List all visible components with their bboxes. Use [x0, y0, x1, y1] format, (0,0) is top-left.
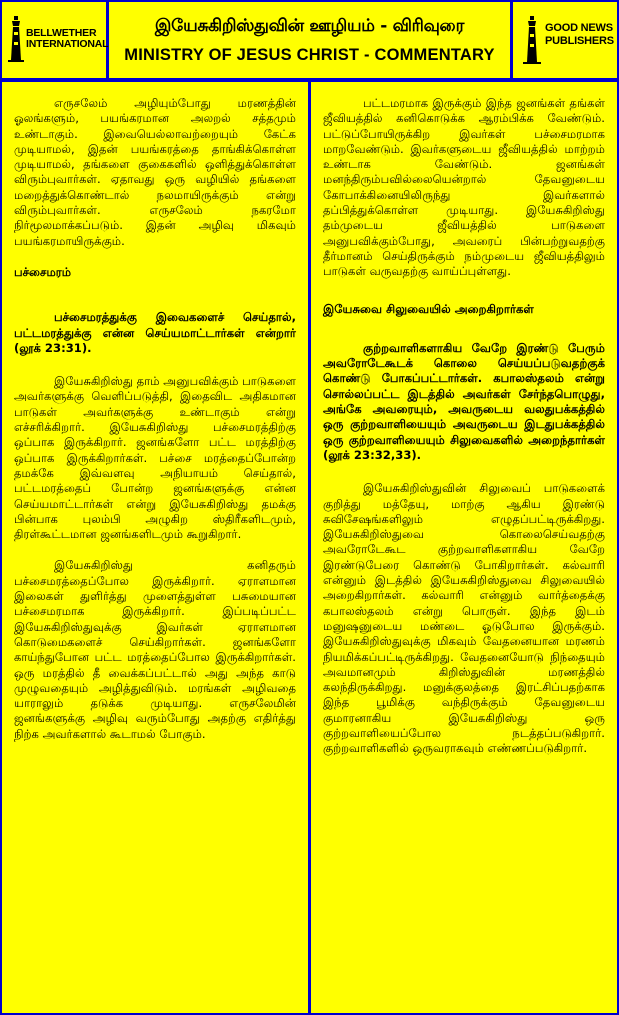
paragraph: பட்டமரமாக இருக்கும் இந்த ஜனங்கள் தங்கள் ஜீவியத்தில் கனிகொடுக்க ஆரம்பிக்க வேண்டும். பட்டுப்போயிருக்கிற இவர்கள் பச்சைமரமாக மாறவேண்டும். இவர்களுடைய ஜீவியத்தில் மாற்றம் உண்டாக வேண்டும். ஜனங்கள் மனந்திரும்பவில்லையென்றால் தேவனுடைய கோபாக்கினையிலிருந்து இவர்களால் தப்பித்துக்கொள்ள முடியாது. இயேசுகிறிஸ்து தம்முடைய ஜீவியத்தில் பாடுகளை அனுபவிக்கும்போது, அவரைப் பின்பற்றுவதற்கு தீர்மானம் செய்திருக்கும் நம்முடைய ஜீவியத்திலும் பாடுகள் வருவதற்கு வாய்ப்புள்ளது. — [323, 96, 605, 279]
lighthouse-icon — [8, 16, 24, 62]
bellwether-logo — [2, 2, 109, 78]
paragraph: இயேசுகிறிஸ்துவின் சிலுவைப் பாடுகளைக் குறித்து மத்தேயு, மாற்கு ஆகிய இரண்டு சுவிசேஷங்களிலும் எழுதப்பட்டிருக்கிறது. இயேசுகிறிஸ்துவை கொலைசெய்வதற்கு அவரோடேகூட குற்றவாளிகளாகிய வேறே இரண்டுபேரை கொண்டு போகிறார்கள். கல்வாரி என்னும் இடத்தில் இயேசுகிறிஸ்துவை சிலுவையில் அறைகிறார்கள். கல்வாரி என்னும் வார்த்தைக்கு கபாலஸ்தலம் என்று பொருள். இந்த இடம் மனுஷனுடைய மண்டை ஓடுபோல இருக்கும். இயேசுகிறிஸ்துவுக்கு மிகவும் வேதனையான மரணம் நியமிக்கப்பட்டிருக்கிறது. வேதனையோடு நிந்தையும் அவமானமும் கிறிஸ்துவின் மரணத்தில் கலந்திருக்கிறது. மனுக்குலத்தை இரட்சிப்பதற்காக இந்த பூமிக்கு வந்திருக்கும் தேவனுடைய குமாரனாகிய இயேசுகிறிஸ்து ஒரு குற்றவாளியைப்போல நடத்தப்படுகிறார். குற்றவாளிகளில் ஒருவராகவும் எண்ணப்படுகிறார். — [323, 481, 605, 756]
lighthouse-icon — [523, 16, 541, 64]
commentary-body — [2, 82, 617, 1013]
paragraph: எருசலேம் அழியும்போது மரணத்தின் ஓலங்களும், பயங்கரமான அலறல் சத்தமும் உண்டாகும். இவையெல்லாவற்றையும் கேட்க முடியாமல், இதன் பயங்கரத்தை தாங்கிக்கொள்ள முடியாமல், தங்களை குகைகளில் ஒளித்துக்கொள்ள விரும்புவார்கள். ஏதாவது ஒரு வழியில் தங்களை மறைத்துக்கொண்டால் நலமாயிருக்கும் என்று விரும்புவார்கள். எருசலேம் நகரமோ நிர்மூலமாக்கப்படும். இதன் அழிவு மிகவும் பயங்கரமாயிருக்கும். — [14, 96, 296, 248]
title-box — [109, 2, 510, 78]
section-heading: இயேசுவை சிலுவையில் அறைகிறார்கள் — [323, 301, 534, 316]
right-column — [311, 82, 617, 1013]
logo-line-1: BELLWETHER — [26, 27, 97, 39]
scripture-quote: பச்சைமரத்துக்கு இவைகளைச் செய்தால், பட்டமரத்துக்கு என்ன செய்யமாட்டார்கள் என்றார் (லூக் 23:31). — [14, 310, 296, 355]
scripture-quote: குற்றவாளிகளாகிய வேறே இரண்டு பேரும் அவரோடேகூடக் கொலை செய்யப்படுவதற்குக் கொண்டு போகப்பட்டார்கள். கபாலஸ்தலம் என்று சொல்லப்பட்ட இடத்தில் அவர்கள் சேர்ந்தபொழுது, அங்கே அவரையும், அவருடைய வலதுபக்கத்தில் ஒரு குற்றவாளியையும் அவருடைய இடதுபக்கத்தில் ஒரு குற்றவாளியையும் சிலுவைகளில் அறைந்தார்கள் (லூக் 23:32,33). — [323, 340, 605, 462]
logo-line-2: INTERNATIONAL — [26, 38, 109, 50]
paragraph: இயேசுகிறிஸ்து கனிதரும் பச்சைமரத்தைப்போல இருக்கிறார். ஏராளமான இலைகள் துளிர்த்து முளைத்துள்ள பசுமையான பச்சைமரமாக இருக்கிறார். இப்படிப்பட்ட இயேசுகிறிஸ்துவுக்கு இவர்கள் ஏராளமான கொடுமைகளைச் செய்கிறார்கள். ஜனங்களோ காய்ந்துபோன பட்ட மரத்தைப்போல இருக்கிறார்கள். ஒரு மரத்தில் தீ வைக்கப்பட்டால் அது அந்த காடு முழுவதையும் அழித்துவிடும். மரங்கள் அழிவதை யாராலும் தடுக்க முடியாது. எருசலேமின் ஜனங்களுக்கு அழிவு வரும்போது அதற்கு எதிர்த்து நிற்க அவர்களால் கூடாமல் போகும். — [14, 558, 296, 741]
logo-line-2: PUBLISHERS — [545, 35, 614, 47]
page-title-english: MINISTRY OF JESUS CHRIST - COMMENTARY — [124, 45, 495, 64]
good-news-logo — [513, 2, 617, 78]
logo-line-1: GOOD NEWS — [545, 22, 613, 34]
paragraph: இயேசுகிறிஸ்து தாம் அனுபவிக்கும் பாடுகளை அவர்களுக்கு வெளிப்படுத்தி, இதைவிட அதிகமான பாடுகள் அவர்களுக்கு உண்டாகும் என்று எச்சரிக்கிறார். இயேசுகிறிஸ்து பச்சைமரத்திற்கு ஒப்பாக இருக்கிறார். ஜனங்களோ பட்ட மரத்திற்கு ஒப்பாக இருக்கிறார்கள். பச்சை மரத்தைப்போன்ற தமக்கே இவ்வளவு அநியாயம் செய்தால், பட்டமரத்தைப் போன்ற ஜனங்களுக்கு என்ன செய்யமாட்டார்கள் என்று இயேசுகிறிஸ்து தமக்கு பின்பாக புலம்பி அழுகிற ஸ்திரீகளிடமும், திரள்கூட்டமான ஜனங்களிடமும் கூறுகிறார். — [14, 374, 297, 542]
page-title-tamil: இயேசுகிறிஸ்துவின் ஊழியம் - விரிவுரை — [154, 15, 465, 36]
section-heading: பச்சைமரம் — [14, 264, 72, 279]
page-header — [2, 2, 617, 78]
left-column — [2, 82, 308, 1013]
